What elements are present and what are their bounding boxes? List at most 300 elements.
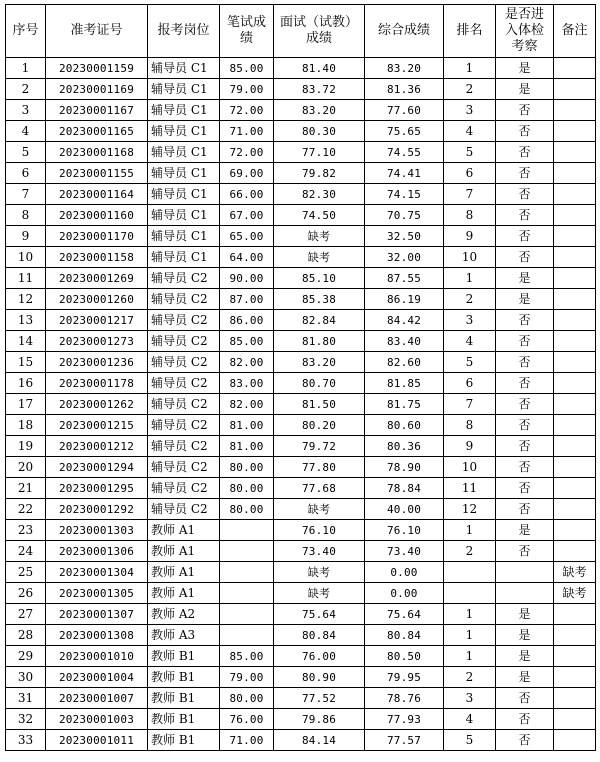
cell-rank: 5 (444, 352, 496, 373)
cell-rank: 2 (444, 667, 496, 688)
cell-exam-id: 20230001007 (46, 688, 148, 709)
cell-rank: 9 (444, 436, 496, 457)
cell-written: 80.00 (220, 499, 274, 520)
cell-seq: 24 (6, 541, 46, 562)
cell-total: 83.20 (365, 58, 444, 79)
cell-exam-check: 否 (496, 163, 554, 184)
table-row (6, 625, 596, 646)
cell-total: 86.19 (365, 289, 444, 310)
table-row (6, 646, 596, 667)
cell-rank: 2 (444, 541, 496, 562)
cell-total: 32.50 (365, 226, 444, 247)
cell-interview: 缺考 (274, 562, 365, 583)
cell-remark (554, 373, 596, 394)
cell-written: 66.00 (220, 184, 274, 205)
cell-interview: 85.38 (274, 289, 365, 310)
cell-position: 辅导员 C2 (148, 310, 220, 331)
cell-position: 辅导员 C1 (148, 247, 220, 268)
cell-rank: 1 (444, 646, 496, 667)
cell-remark: 缺考 (554, 583, 596, 604)
cell-exam-check: 否 (496, 478, 554, 499)
cell-exam-id: 20230001217 (46, 310, 148, 331)
cell-remark (554, 310, 596, 331)
cell-exam-check: 否 (496, 730, 554, 751)
cell-total: 75.65 (365, 121, 444, 142)
cell-interview: 77.52 (274, 688, 365, 709)
cell-written: 81.00 (220, 415, 274, 436)
column-header-rank: 排名 (444, 5, 496, 58)
cell-total: 77.57 (365, 730, 444, 751)
cell-rank: 4 (444, 121, 496, 142)
cell-interview: 79.82 (274, 163, 365, 184)
cell-exam-id: 20230001212 (46, 436, 148, 457)
cell-rank: 10 (444, 247, 496, 268)
cell-rank: 7 (444, 184, 496, 205)
column-header-remark: 备注 (554, 5, 596, 58)
cell-exam-id: 20230001269 (46, 268, 148, 289)
cell-exam-check: 否 (496, 352, 554, 373)
cell-position: 辅导员 C2 (148, 394, 220, 415)
cell-rank: 1 (444, 268, 496, 289)
cell-written: 65.00 (220, 226, 274, 247)
table-row (6, 121, 596, 142)
cell-exam-check: 否 (496, 373, 554, 394)
cell-exam-check: 是 (496, 667, 554, 688)
table-row (6, 205, 596, 226)
cell-exam-check: 是 (496, 625, 554, 646)
cell-rank: 1 (444, 58, 496, 79)
cell-remark (554, 226, 596, 247)
cell-total: 80.36 (365, 436, 444, 457)
cell-position: 教师 A1 (148, 541, 220, 562)
cell-total: 78.76 (365, 688, 444, 709)
cell-interview: 77.68 (274, 478, 365, 499)
cell-seq: 14 (6, 331, 46, 352)
cell-total: 77.60 (365, 100, 444, 121)
cell-seq: 4 (6, 121, 46, 142)
cell-exam-id: 20230001178 (46, 373, 148, 394)
cell-position: 辅导员 C2 (148, 289, 220, 310)
cell-rank: 12 (444, 499, 496, 520)
column-header-exam-check: 是否进入体检考察 (496, 5, 554, 58)
cell-position: 教师 B1 (148, 688, 220, 709)
cell-total: 73.40 (365, 541, 444, 562)
cell-rank: 6 (444, 373, 496, 394)
cell-seq: 11 (6, 268, 46, 289)
cell-interview: 81.50 (274, 394, 365, 415)
cell-position: 辅导员 C1 (148, 163, 220, 184)
cell-seq: 18 (6, 415, 46, 436)
table-row (6, 289, 596, 310)
table-row (6, 604, 596, 625)
cell-rank (444, 562, 496, 583)
cell-seq: 22 (6, 499, 46, 520)
cell-interview: 83.72 (274, 79, 365, 100)
cell-seq: 21 (6, 478, 46, 499)
cell-exam-check: 是 (496, 646, 554, 667)
cell-interview: 85.10 (274, 268, 365, 289)
cell-written (220, 562, 274, 583)
table-body (6, 58, 596, 751)
cell-exam-check: 否 (496, 142, 554, 163)
cell-total: 80.50 (365, 646, 444, 667)
cell-interview: 80.20 (274, 415, 365, 436)
cell-total: 40.00 (365, 499, 444, 520)
cell-rank: 8 (444, 415, 496, 436)
cell-written: 82.00 (220, 352, 274, 373)
cell-written (220, 520, 274, 541)
cell-seq: 31 (6, 688, 46, 709)
cell-position: 辅导员 C1 (148, 100, 220, 121)
cell-seq: 30 (6, 667, 46, 688)
cell-exam-check (496, 583, 554, 604)
table-row (6, 499, 596, 520)
table-row (6, 709, 596, 730)
cell-interview: 83.20 (274, 352, 365, 373)
cell-position: 教师 B1 (148, 730, 220, 751)
cell-seq: 1 (6, 58, 46, 79)
table-row (6, 310, 596, 331)
cell-written: 79.00 (220, 79, 274, 100)
cell-seq: 2 (6, 79, 46, 100)
cell-written: 86.00 (220, 310, 274, 331)
cell-exam-id: 20230001004 (46, 667, 148, 688)
cell-remark (554, 100, 596, 121)
cell-interview: 缺考 (274, 499, 365, 520)
cell-rank: 5 (444, 730, 496, 751)
table-row (6, 436, 596, 457)
cell-written: 72.00 (220, 142, 274, 163)
cell-seq: 16 (6, 373, 46, 394)
table-row (6, 667, 596, 688)
cell-position: 辅导员 C2 (148, 268, 220, 289)
cell-seq: 32 (6, 709, 46, 730)
cell-position: 辅导员 C2 (148, 499, 220, 520)
cell-written (220, 625, 274, 646)
table-row (6, 478, 596, 499)
cell-total: 74.55 (365, 142, 444, 163)
column-header-written: 笔试成绩 (220, 5, 274, 58)
cell-exam-check: 是 (496, 520, 554, 541)
table-row (6, 142, 596, 163)
cell-interview: 82.30 (274, 184, 365, 205)
cell-remark (554, 58, 596, 79)
table-row (6, 730, 596, 751)
cell-position: 教师 A2 (148, 604, 220, 625)
cell-rank: 3 (444, 100, 496, 121)
cell-remark (554, 541, 596, 562)
table-row (6, 457, 596, 478)
cell-exam-check: 否 (496, 541, 554, 562)
cell-written: 76.00 (220, 709, 274, 730)
cell-remark (554, 163, 596, 184)
cell-interview: 81.80 (274, 331, 365, 352)
cell-exam-check: 否 (496, 394, 554, 415)
cell-interview: 81.40 (274, 58, 365, 79)
table-row (6, 541, 596, 562)
table-row (6, 79, 596, 100)
cell-total: 79.95 (365, 667, 444, 688)
table-row (6, 226, 596, 247)
cell-written: 80.00 (220, 688, 274, 709)
cell-exam-id: 20230001294 (46, 457, 148, 478)
cell-total: 81.36 (365, 79, 444, 100)
cell-exam-id: 20230001262 (46, 394, 148, 415)
table-row (6, 163, 596, 184)
cell-position: 辅导员 C2 (148, 478, 220, 499)
cell-rank: 4 (444, 709, 496, 730)
column-header-seq: 序号 (6, 5, 46, 58)
cell-exam-id: 20230001236 (46, 352, 148, 373)
cell-position: 辅导员 C2 (148, 457, 220, 478)
cell-seq: 9 (6, 226, 46, 247)
cell-written (220, 541, 274, 562)
cell-written: 72.00 (220, 100, 274, 121)
cell-seq: 20 (6, 457, 46, 478)
cell-exam-id: 20230001011 (46, 730, 148, 751)
cell-position: 辅导员 C1 (148, 79, 220, 100)
cell-remark (554, 520, 596, 541)
cell-interview: 80.70 (274, 373, 365, 394)
cell-seq: 26 (6, 583, 46, 604)
cell-total: 81.75 (365, 394, 444, 415)
cell-seq: 28 (6, 625, 46, 646)
cell-position: 辅导员 C1 (148, 184, 220, 205)
cell-exam-id: 20230001168 (46, 142, 148, 163)
cell-remark (554, 331, 596, 352)
cell-written: 87.00 (220, 289, 274, 310)
cell-exam-check: 否 (496, 457, 554, 478)
cell-rank: 5 (444, 142, 496, 163)
cell-exam-id: 20230001295 (46, 478, 148, 499)
cell-written: 69.00 (220, 163, 274, 184)
table-row (6, 268, 596, 289)
header-row (6, 5, 596, 58)
cell-interview: 79.72 (274, 436, 365, 457)
cell-total: 78.90 (365, 457, 444, 478)
cell-exam-check: 否 (496, 184, 554, 205)
cell-interview: 77.80 (274, 457, 365, 478)
cell-remark (554, 625, 596, 646)
cell-seq: 10 (6, 247, 46, 268)
table-row (6, 520, 596, 541)
column-header-position: 报考岗位 (148, 5, 220, 58)
cell-position: 教师 A1 (148, 562, 220, 583)
cell-total: 75.64 (365, 604, 444, 625)
cell-position: 辅导员 C1 (148, 205, 220, 226)
cell-exam-id: 20230001155 (46, 163, 148, 184)
cell-written: 64.00 (220, 247, 274, 268)
cell-exam-check: 否 (496, 121, 554, 142)
cell-seq: 33 (6, 730, 46, 751)
cell-written: 67.00 (220, 205, 274, 226)
cell-interview: 80.90 (274, 667, 365, 688)
cell-remark (554, 289, 596, 310)
cell-exam-check: 否 (496, 499, 554, 520)
cell-exam-id: 20230001169 (46, 79, 148, 100)
cell-exam-id: 20230001215 (46, 415, 148, 436)
table-row (6, 583, 596, 604)
cell-exam-id: 20230001160 (46, 205, 148, 226)
cell-position: 辅导员 C2 (148, 415, 220, 436)
cell-rank: 9 (444, 226, 496, 247)
cell-written: 81.00 (220, 436, 274, 457)
cell-interview: 缺考 (274, 226, 365, 247)
cell-written (220, 604, 274, 625)
cell-exam-id: 20230001305 (46, 583, 148, 604)
cell-total: 74.41 (365, 163, 444, 184)
cell-seq: 13 (6, 310, 46, 331)
cell-written: 90.00 (220, 268, 274, 289)
table-row (6, 58, 596, 79)
cell-position: 辅导员 C1 (148, 142, 220, 163)
cell-remark (554, 604, 596, 625)
cell-exam-check: 否 (496, 415, 554, 436)
cell-rank: 11 (444, 478, 496, 499)
cell-exam-id: 20230001003 (46, 709, 148, 730)
cell-seq: 19 (6, 436, 46, 457)
column-header-interview: 面试（试教）成绩 (274, 5, 365, 58)
cell-exam-id: 20230001158 (46, 247, 148, 268)
cell-total: 32.00 (365, 247, 444, 268)
cell-remark: 缺考 (554, 562, 596, 583)
cell-written: 80.00 (220, 457, 274, 478)
cell-remark (554, 499, 596, 520)
cell-interview: 80.84 (274, 625, 365, 646)
cell-interview: 83.20 (274, 100, 365, 121)
cell-exam-check: 否 (496, 709, 554, 730)
cell-written: 82.00 (220, 394, 274, 415)
cell-rank: 4 (444, 331, 496, 352)
cell-remark (554, 247, 596, 268)
cell-rank: 6 (444, 163, 496, 184)
cell-position: 辅导员 C2 (148, 352, 220, 373)
cell-exam-id: 20230001260 (46, 289, 148, 310)
cell-seq: 23 (6, 520, 46, 541)
cell-remark (554, 205, 596, 226)
cell-exam-check: 否 (496, 226, 554, 247)
cell-rank: 1 (444, 520, 496, 541)
cell-seq: 29 (6, 646, 46, 667)
cell-rank: 3 (444, 688, 496, 709)
cell-exam-id: 20230001164 (46, 184, 148, 205)
table-row (6, 415, 596, 436)
cell-position: 教师 B1 (148, 709, 220, 730)
cell-seq: 17 (6, 394, 46, 415)
cell-interview: 80.30 (274, 121, 365, 142)
column-header-total: 综合成绩 (365, 5, 444, 58)
cell-exam-id: 20230001303 (46, 520, 148, 541)
cell-written: 85.00 (220, 331, 274, 352)
cell-exam-id: 20230001307 (46, 604, 148, 625)
cell-exam-check: 否 (496, 100, 554, 121)
cell-exam-id: 20230001167 (46, 100, 148, 121)
cell-seq: 25 (6, 562, 46, 583)
cell-rank: 10 (444, 457, 496, 478)
table-row (6, 394, 596, 415)
cell-remark (554, 478, 596, 499)
cell-total: 77.93 (365, 709, 444, 730)
cell-exam-id: 20230001304 (46, 562, 148, 583)
cell-remark (554, 436, 596, 457)
table-row (6, 688, 596, 709)
cell-seq: 8 (6, 205, 46, 226)
cell-seq: 3 (6, 100, 46, 121)
cell-seq: 6 (6, 163, 46, 184)
cell-remark (554, 646, 596, 667)
cell-position: 教师 A1 (148, 583, 220, 604)
cell-written: 85.00 (220, 58, 274, 79)
cell-remark (554, 121, 596, 142)
cell-total: 78.84 (365, 478, 444, 499)
cell-remark (554, 184, 596, 205)
cell-written: 79.00 (220, 667, 274, 688)
cell-exam-check: 否 (496, 688, 554, 709)
cell-total: 82.60 (365, 352, 444, 373)
cell-written: 80.00 (220, 478, 274, 499)
cell-interview: 84.14 (274, 730, 365, 751)
cell-position: 教师 B1 (148, 667, 220, 688)
cell-seq: 5 (6, 142, 46, 163)
cell-remark (554, 394, 596, 415)
column-header-exam-id: 准考证号 (46, 5, 148, 58)
table-row (6, 352, 596, 373)
cell-interview: 74.50 (274, 205, 365, 226)
cell-position: 教师 A1 (148, 520, 220, 541)
table-row (6, 247, 596, 268)
cell-interview: 79.86 (274, 709, 365, 730)
cell-exam-check: 否 (496, 247, 554, 268)
cell-position: 辅导员 C2 (148, 373, 220, 394)
cell-exam-id: 20230001308 (46, 625, 148, 646)
cell-remark (554, 730, 596, 751)
cell-exam-id: 20230001010 (46, 646, 148, 667)
cell-position: 教师 B1 (148, 646, 220, 667)
cell-remark (554, 709, 596, 730)
cell-exam-check: 是 (496, 79, 554, 100)
cell-interview: 73.40 (274, 541, 365, 562)
cell-seq: 27 (6, 604, 46, 625)
cell-exam-check: 否 (496, 310, 554, 331)
cell-position: 教师 A3 (148, 625, 220, 646)
cell-exam-id: 20230001306 (46, 541, 148, 562)
cell-exam-id: 20230001273 (46, 331, 148, 352)
table-row (6, 373, 596, 394)
cell-seq: 12 (6, 289, 46, 310)
cell-position: 辅导员 C1 (148, 58, 220, 79)
cell-total: 87.55 (365, 268, 444, 289)
results-table (5, 4, 596, 751)
cell-interview: 76.00 (274, 646, 365, 667)
cell-written: 71.00 (220, 121, 274, 142)
cell-rank: 1 (444, 625, 496, 646)
cell-exam-id: 20230001170 (46, 226, 148, 247)
cell-exam-id: 20230001159 (46, 58, 148, 79)
cell-exam-id: 20230001292 (46, 499, 148, 520)
cell-seq: 7 (6, 184, 46, 205)
cell-total: 84.42 (365, 310, 444, 331)
cell-interview: 缺考 (274, 247, 365, 268)
cell-exam-check (496, 562, 554, 583)
cell-remark (554, 688, 596, 709)
cell-seq: 15 (6, 352, 46, 373)
cell-total: 74.15 (365, 184, 444, 205)
table-row (6, 562, 596, 583)
cell-position: 辅导员 C1 (148, 121, 220, 142)
cell-total: 83.40 (365, 331, 444, 352)
cell-total: 76.10 (365, 520, 444, 541)
cell-interview: 77.10 (274, 142, 365, 163)
